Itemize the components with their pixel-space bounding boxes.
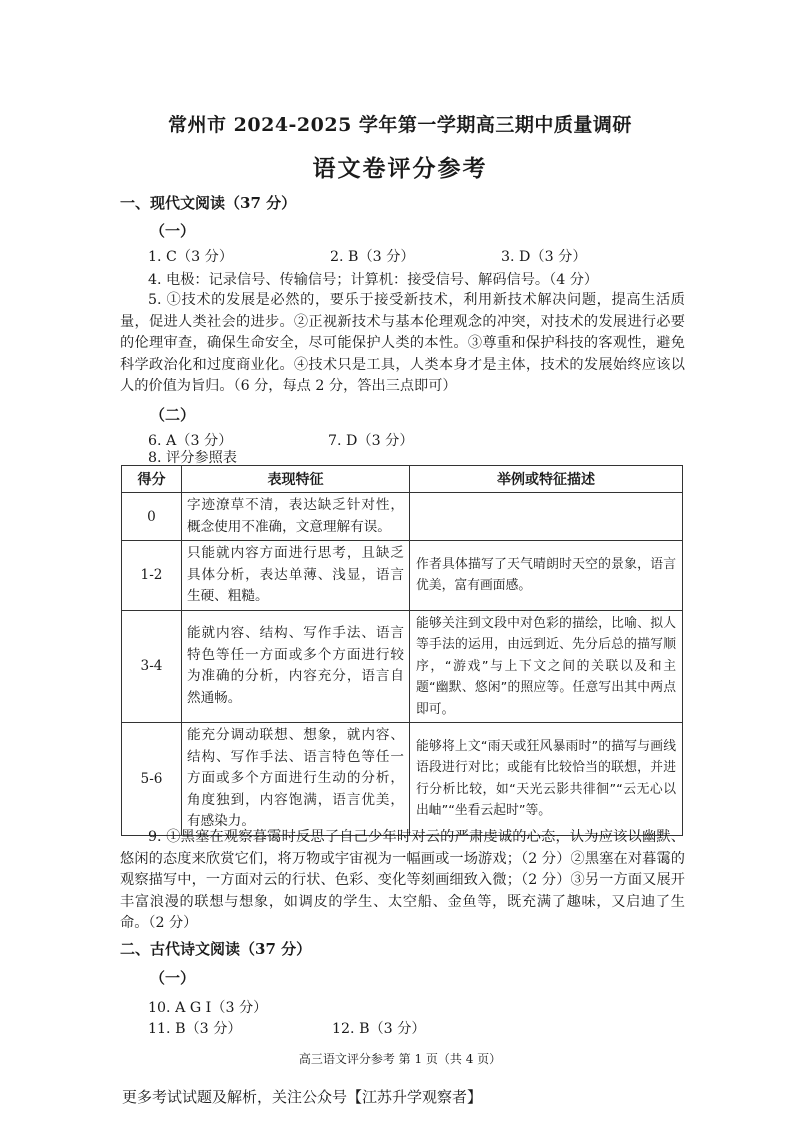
table-header-score: 得分: [122, 466, 182, 493]
answer-q5: [120, 290, 685, 398]
part-heading-2: （二）: [150, 406, 196, 424]
answer-q3: 3. D（3 分）: [501, 249, 587, 265]
document-title: 常州市 2024-2025 学年第一学期高三期中质量调研: [168, 114, 632, 136]
table-cell-example: 作者具体描写了天气晴朗时天空的景象，语言优美，富有画面感。: [410, 541, 683, 611]
answer-q11: 11. B（3 分）: [148, 1021, 242, 1037]
section-heading-modern-reading: 一、现代文阅读（37 分）: [120, 194, 297, 212]
answer-q9-text: 9. ①黑塞在观察暮霭时反思了自己少年时对云的严肃虔诚的心态，认为应该以幽默、悠闲的态度来欣赏它们，将万物或宇宙视为一幅画或一场游戏；（2 分）②黑塞在对暮霭的观察描写中，一方面对云的行状、色彩、变化等刻画细致入微；（2 分）③另一方面又展开丰富浪漫的联想与想象，如调皮的学生、太空船、金鱼等，既充满了趣味，又启迪了生命。（2 分）: [120, 829, 685, 931]
answer-q2: 2. B（3 分）: [330, 249, 415, 265]
table-cell-score: 3-4: [122, 610, 182, 723]
answer-q12: 12. B（3 分）: [332, 1021, 426, 1037]
section-heading-classical-reading: 二、古代诗文阅读（37 分）: [120, 940, 312, 958]
table-cell-score: 5-6: [122, 723, 182, 836]
part-heading-1: （一）: [150, 222, 196, 240]
table-cell-example: 能够将上文“雨天或狂风暴雨时”的描写与画线语段进行对比；或能有比较恰当的联想，并进行分析比较，如“天光云影共徘徊”“云无心以出岫”“坐看云起时”等。: [410, 723, 683, 836]
table-header-example: 举例或特征描述: [410, 466, 683, 493]
answer-q6: 6. A（3 分）: [148, 433, 233, 449]
answer-q1: 1. C（3 分）: [148, 249, 234, 265]
table-cell-feature: 字迹潦草不清，表达缺乏针对性，概念使用不准确，文意理解有误。: [182, 493, 410, 541]
table-cell-score: 1-2: [122, 541, 182, 611]
answer-q5-text: 5. ①技术的发展是必然的，要乐于接受新技术，利用新技术解决问题，提高生活质量，促进人类社会的进步。②正视新技术与基本伦理观念的冲突，对技术的发展进行必要的伦理审查，确保生命安全，尽可能保护人类的本性。③尊重和保护科技的客观性，避免科学政治化和过度商业化。④技术只是工具，人类本身才是主体，技术的发展始终应该以人的价值为旨归。（6 分，每点 2 分，答出三点即可）: [120, 292, 685, 394]
promo-text: 更多考试试题及解析，关注公众号【江苏升学观察者】: [122, 1088, 483, 1106]
table-row: [122, 723, 683, 836]
page-footer: 高三语文评分参考 第 1 页（共 4 页）: [298, 1052, 502, 1066]
table-header-row: [122, 466, 683, 493]
table-row: [122, 541, 683, 611]
table-cell-score: 0: [122, 493, 182, 541]
table-cell-example: [410, 493, 683, 541]
part-heading-3: （一）: [150, 969, 196, 987]
answer-q9: [120, 827, 685, 935]
table-cell-feature: 能就内容、结构、写作手法、语言特色等任一方面或多个方面进行较为准确的分析，内容充分，语言自然通畅。: [182, 610, 410, 723]
answer-q10: 10. A G I（3 分）: [148, 1000, 268, 1016]
answer-q4: 4. 电极：记录信号、传输信号；计算机：接受信号、解码信号。（4 分）: [148, 272, 599, 288]
scoring-table: [121, 465, 683, 836]
document-subtitle: 语文卷评分参考: [312, 155, 488, 182]
table-cell-feature: 只能就内容方面进行思考，且缺乏具体分析，表达单薄、浅显，语言生硬、粗糙。: [182, 541, 410, 611]
answer-q8-title: 8. 评分参照表: [148, 450, 237, 466]
answer-q7: 7. D（3 分）: [328, 433, 414, 449]
table-row: [122, 610, 683, 723]
table-cell-example: 能够关注到文段中对色彩的描绘，比喻、拟人等手法的运用，由远到近、先分后总的描写顺序，“游戏”与上下文之间的关联以及和主题“幽默、悠闲”的照应等。任意写出其中两点即可。: [410, 610, 683, 723]
table-cell-feature: 能充分调动联想、想象，就内容、结构、写作手法、语言特色等任一方面或多个方面进行生动的分析，角度独到，内容饱满，语言优美，有感染力。: [182, 723, 410, 836]
table-header-feature: 表现特征: [182, 466, 410, 493]
table-row: [122, 493, 683, 541]
